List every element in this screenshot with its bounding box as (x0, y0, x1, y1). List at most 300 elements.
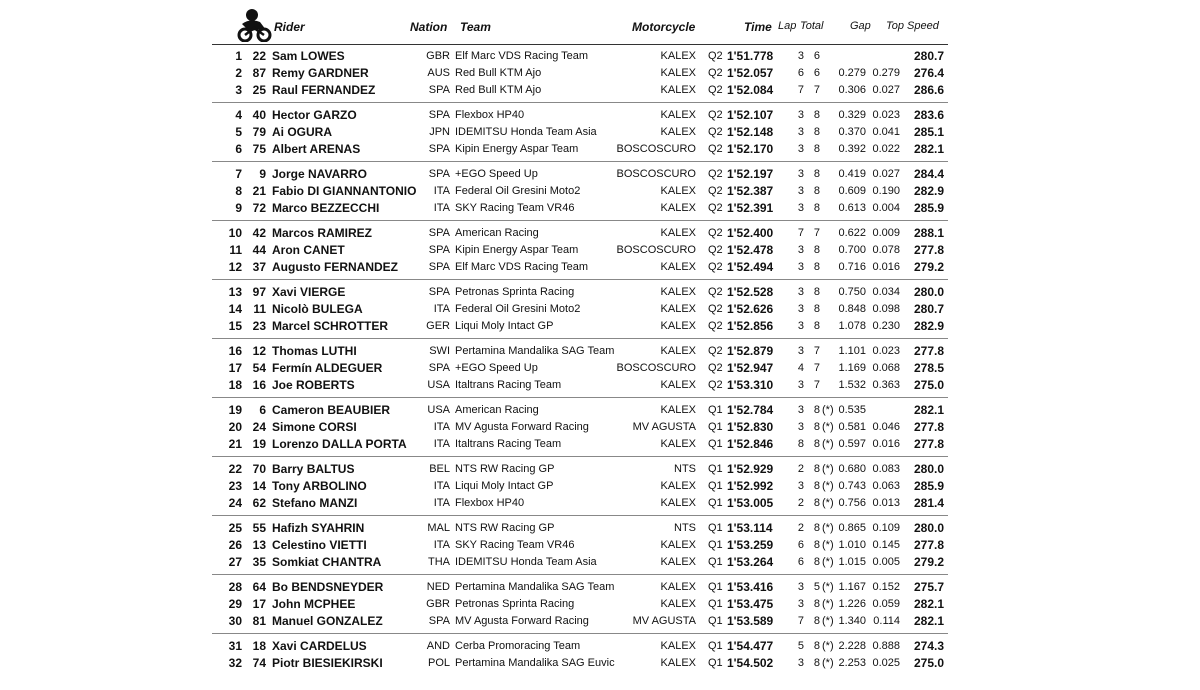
cell-gap1: 2.253 (838, 657, 866, 669)
cell-pos: 3 (235, 83, 242, 97)
cell-rider: Jorge NAVARRO (272, 167, 367, 181)
cell-num: 75 (252, 142, 266, 156)
cell-rider: Augusto FERNANDEZ (272, 260, 398, 274)
cell-total: 8 (813, 497, 820, 509)
cell-total: 8 (813, 522, 820, 534)
cell-time: 1'52.170 (727, 142, 774, 156)
cell-q: Q2 (708, 345, 723, 357)
cell-rider: Simone CORSI (272, 420, 357, 434)
cell-num: 97 (252, 285, 266, 299)
cell-total: 7 (813, 84, 820, 96)
cell-moto: BOSCOSCURO (616, 244, 696, 256)
cell-pos: 10 (228, 226, 242, 240)
cell-total: 8 (813, 168, 820, 180)
cell-moto: KALEX (660, 261, 696, 273)
cell-pos: 25 (228, 521, 242, 535)
cell-team: Elf Marc VDS Racing Team (455, 50, 589, 62)
cell-nation: SPA (428, 615, 450, 627)
cell-speed: 286.6 (913, 83, 944, 97)
cell-team: Flexbox HP40 (455, 497, 525, 509)
cell-total: 6 (813, 50, 820, 62)
cell-nation: ITA (433, 438, 450, 450)
cell-nation: SPA (428, 109, 450, 121)
cell-speed: 277.8 (913, 344, 944, 358)
cell-gap1: 1.015 (838, 556, 866, 568)
cell-total: 8 (813, 657, 820, 669)
cell-nation: GER (426, 320, 450, 332)
cell-gap1: 0.306 (838, 84, 866, 96)
cell-lap: 3 (797, 109, 804, 121)
table-row (212, 461, 948, 478)
cell-note: (*) (822, 615, 834, 627)
cell-gap2: 0.023 (872, 109, 900, 121)
cell-num: 54 (252, 361, 266, 375)
cell-speed: 282.9 (913, 184, 944, 198)
cell-q: Q1 (708, 497, 723, 509)
cell-moto: KALEX (660, 345, 696, 357)
header-top-speed: Top Speed (886, 20, 939, 32)
cell-note: (*) (822, 556, 834, 568)
cell-num: 14 (252, 479, 266, 493)
cell-pos: 9 (235, 201, 242, 215)
cell-num: 12 (252, 344, 266, 358)
cell-rider: Manuel GONZALEZ (272, 614, 383, 628)
cell-total: 8 (813, 320, 820, 332)
cell-total: 8 (813, 109, 820, 121)
cell-team: American Racing (455, 227, 539, 239)
cell-gap2: 0.046 (872, 421, 900, 433)
cell-moto: KALEX (660, 657, 696, 669)
cell-pos: 8 (235, 184, 242, 198)
cell-total: 8 (813, 556, 820, 568)
cell-time: 1'52.856 (727, 319, 774, 333)
cell-gap1: 0.865 (838, 522, 866, 534)
table-row (212, 613, 948, 630)
cell-q: Q2 (708, 84, 723, 96)
cell-rider: John MCPHEE (272, 597, 356, 611)
cell-speed: 280.7 (913, 302, 944, 316)
cell-q: Q2 (708, 109, 723, 121)
cell-q: Q2 (708, 227, 723, 239)
cell-lap: 3 (797, 657, 804, 669)
header-motorcycle: Motorcycle (632, 20, 696, 34)
cell-moto: KALEX (660, 556, 696, 568)
cell-q: Q1 (708, 640, 723, 652)
cell-nation: ITA (433, 480, 450, 492)
cell-q: Q2 (708, 67, 723, 79)
cell-note: (*) (822, 598, 834, 610)
cell-num: 81 (252, 614, 266, 628)
cell-rider: Hector GARZO (272, 108, 357, 122)
cell-moto: KALEX (660, 320, 696, 332)
cell-gap2: 0.013 (872, 497, 900, 509)
table-row (212, 638, 948, 655)
cell-gap1: 0.750 (838, 286, 866, 298)
cell-note: (*) (822, 640, 834, 652)
cell-gap2: 0.027 (872, 168, 900, 180)
cell-num: 13 (252, 538, 266, 552)
cell-speed: 282.1 (913, 597, 944, 611)
cell-moto: KALEX (660, 50, 696, 62)
cell-gap2: 0.025 (872, 657, 900, 669)
cell-time: 1'52.830 (727, 420, 774, 434)
cell-num: 72 (252, 201, 266, 215)
table-row (212, 478, 948, 495)
cell-team: NTS RW Racing GP (455, 522, 555, 534)
cell-num: 70 (252, 462, 266, 476)
cell-lap: 3 (797, 303, 804, 315)
cell-lap: 3 (797, 480, 804, 492)
cell-time: 1'52.107 (727, 108, 774, 122)
cell-rider: Barry BALTUS (272, 462, 355, 476)
cell-team: Flexbox HP40 (455, 109, 525, 121)
cell-moto: KALEX (660, 185, 696, 197)
cell-q: Q2 (708, 50, 723, 62)
cell-moto: NTS (674, 463, 696, 475)
cell-pos: 5 (235, 125, 242, 139)
header-team: Team (460, 20, 491, 34)
cell-rider: Hafizh SYAHRIN (272, 521, 365, 535)
cell-gap1: 0.700 (838, 244, 866, 256)
cell-rider: Thomas LUTHI (272, 344, 357, 358)
cell-lap: 5 (797, 640, 804, 652)
cell-note: (*) (822, 421, 834, 433)
cell-time: 1'52.784 (727, 403, 774, 417)
cell-gap2: 0.004 (872, 202, 900, 214)
cell-q: Q1 (708, 539, 723, 551)
cell-gap1: 0.370 (838, 126, 866, 138)
cell-note: (*) (822, 480, 834, 492)
cell-time: 1'53.005 (727, 496, 774, 510)
cell-nation: NED (426, 581, 450, 593)
cell-num: 40 (252, 108, 266, 122)
cell-speed: 279.2 (913, 260, 944, 274)
table-row (212, 242, 948, 259)
group-divider (212, 279, 948, 280)
cell-q: Q2 (708, 244, 723, 256)
cell-gap1: 0.609 (838, 185, 866, 197)
cell-time: 1'52.391 (727, 201, 774, 215)
table-row (212, 225, 948, 242)
cell-lap: 3 (797, 320, 804, 332)
cell-total: 7 (813, 345, 820, 357)
cell-q: Q1 (708, 556, 723, 568)
table-row (212, 301, 948, 318)
cell-lap: 3 (797, 581, 804, 593)
table-row (212, 655, 948, 672)
cell-gap2: 0.152 (872, 581, 900, 593)
cell-pos: 24 (228, 496, 242, 510)
cell-gap1: 0.597 (838, 438, 866, 450)
cell-team: Pertamina Mandalika SAG Euvic (455, 657, 615, 669)
cell-rider: Remy GARDNER (272, 66, 369, 80)
cell-team: American Racing (455, 404, 539, 416)
cell-total: 8 (813, 143, 820, 155)
cell-rider: Nicolò BULEGA (272, 302, 363, 316)
cell-pos: 31 (228, 639, 242, 653)
cell-team: SKY Racing Team VR46 (455, 539, 575, 551)
cell-q: Q2 (708, 185, 723, 197)
cell-lap: 2 (797, 522, 804, 534)
table-row (212, 65, 948, 82)
cell-moto: KALEX (660, 379, 696, 391)
cell-team: Pertamina Mandalika SAG Team (455, 581, 615, 593)
cell-team: Federal Oil Gresini Moto2 (455, 303, 581, 315)
cell-pos: 30 (228, 614, 242, 628)
cell-lap: 6 (797, 67, 804, 79)
cell-nation: SPA (428, 84, 450, 96)
cell-q: Q2 (708, 286, 723, 298)
cell-lap: 3 (797, 143, 804, 155)
cell-gap2: 0.005 (872, 556, 900, 568)
header-gap: Gap (850, 20, 871, 32)
cell-q: Q1 (708, 404, 723, 416)
cell-gap2: 0.059 (872, 598, 900, 610)
cell-pos: 23 (228, 479, 242, 493)
cell-gap1: 1.532 (838, 379, 866, 391)
cell-pos: 20 (228, 420, 242, 434)
cell-speed: 285.9 (913, 201, 944, 215)
cell-lap: 2 (797, 497, 804, 509)
cell-num: 79 (252, 125, 266, 139)
cell-gap2: 0.016 (872, 261, 900, 273)
cell-time: 1'52.846 (727, 437, 774, 451)
cell-q: Q2 (708, 202, 723, 214)
cell-num: 9 (259, 167, 266, 181)
cell-rider: Lorenzo DALLA PORTA (272, 437, 407, 451)
cell-pos: 22 (228, 462, 242, 476)
cell-gap1: 1.167 (838, 581, 866, 593)
cell-lap: 6 (797, 539, 804, 551)
table-row (212, 48, 948, 65)
cell-gap1: 0.756 (838, 497, 866, 509)
cell-total: 8 (813, 126, 820, 138)
cell-lap: 3 (797, 126, 804, 138)
cell-nation: GBR (426, 598, 450, 610)
cell-time: 1'53.114 (727, 521, 773, 535)
cell-pos: 29 (228, 597, 242, 611)
cell-team: Liqui Moly Intact GP (455, 480, 554, 492)
cell-rider: Piotr BIESIEKIRSKI (272, 656, 383, 670)
cell-pos: 14 (228, 302, 242, 316)
table-row (212, 107, 948, 124)
cell-speed: 274.3 (913, 639, 944, 653)
cell-lap: 4 (797, 362, 804, 374)
cell-speed: 275.0 (913, 378, 944, 392)
table-row (212, 183, 948, 200)
cell-gap2: 0.034 (872, 286, 900, 298)
cell-rider: Xavi VIERGE (272, 285, 346, 299)
cell-pos: 26 (228, 538, 242, 552)
cell-speed: 277.8 (913, 243, 944, 257)
cell-gap2: 0.063 (872, 480, 900, 492)
cell-moto: KALEX (660, 480, 696, 492)
cell-nation: USA (427, 404, 450, 416)
cell-gap1: 1.340 (838, 615, 866, 627)
cell-num: 87 (252, 66, 266, 80)
cell-team: Petronas Sprinta Racing (455, 286, 575, 298)
cell-speed: 282.1 (913, 403, 944, 417)
header-total: Total (800, 20, 824, 32)
cell-speed: 276.4 (913, 66, 944, 80)
cell-rider: Stefano MANZI (272, 496, 358, 510)
cell-moto: BOSCOSCURO (616, 362, 696, 374)
cell-lap: 8 (797, 438, 804, 450)
cell-gap1: 0.329 (838, 109, 866, 121)
cell-gap1: 0.613 (838, 202, 866, 214)
cell-moto: KALEX (660, 286, 696, 298)
cell-lap: 3 (797, 345, 804, 357)
cell-note: (*) (822, 539, 834, 551)
table-row (212, 495, 948, 512)
cell-nation: ITA (433, 202, 450, 214)
cell-team: MV Agusta Forward Racing (455, 421, 589, 433)
cell-gap2: 0.145 (872, 539, 900, 551)
cell-q: Q1 (708, 438, 723, 450)
cell-pos: 4 (235, 108, 242, 122)
cell-moto: MV AGUSTA (632, 421, 696, 433)
cell-gap2: 0.190 (872, 185, 900, 197)
cell-rider: Xavi CARDELUS (272, 639, 367, 653)
cell-gap2: 0.279 (872, 67, 900, 79)
cell-team: Red Bull KTM Ajo (455, 67, 542, 79)
cell-note: (*) (822, 404, 834, 416)
cell-rider: Celestino VIETTI (272, 538, 367, 552)
cell-note: (*) (822, 657, 834, 669)
cell-nation: SPA (428, 362, 450, 374)
cell-speed: 285.9 (913, 479, 944, 493)
cell-pos: 2 (235, 66, 242, 80)
table-row (212, 537, 948, 554)
cell-time: 1'53.264 (727, 555, 774, 569)
header-rider: Rider (274, 20, 305, 34)
cell-total: 8 (813, 640, 820, 652)
cell-pos: 6 (235, 142, 242, 156)
cell-team: Federal Oil Gresini Moto2 (455, 185, 581, 197)
table-row (212, 520, 948, 537)
cell-gap2: 0.041 (872, 126, 900, 138)
cell-moto: KALEX (660, 640, 696, 652)
cell-time: 1'52.947 (727, 361, 774, 375)
cell-pos: 27 (228, 555, 242, 569)
cell-gap2: 0.114 (873, 615, 900, 627)
cell-team: Kipin Energy Aspar Team (455, 143, 579, 155)
cell-lap: 3 (797, 261, 804, 273)
cell-nation: SPA (428, 286, 450, 298)
cell-lap: 7 (797, 615, 804, 627)
cell-moto: BOSCOSCURO (616, 168, 696, 180)
cell-gap1: 1.169 (838, 362, 866, 374)
cell-total: 7 (813, 227, 820, 239)
cell-team: Cerba Promoracing Team (455, 640, 581, 652)
cell-time: 1'53.589 (727, 614, 774, 628)
cell-num: 62 (252, 496, 266, 510)
cell-gap1: 1.078 (838, 320, 866, 332)
cell-q: Q2 (708, 379, 723, 391)
cell-note: (*) (822, 463, 834, 475)
cell-rider: Aron CANET (272, 243, 345, 257)
cell-speed: 280.0 (913, 462, 944, 476)
cell-gap2: 0.230 (872, 320, 900, 332)
table-row (212, 284, 948, 301)
cell-speed: 283.6 (913, 108, 944, 122)
cell-pos: 32 (228, 656, 242, 670)
cell-team: Italtrans Racing Team (455, 438, 562, 450)
group-divider (212, 574, 948, 575)
cell-nation: GBR (426, 50, 450, 62)
cell-time: 1'52.528 (727, 285, 774, 299)
cell-total: 6 (813, 67, 820, 79)
cell-num: 6 (259, 403, 266, 417)
cell-speed: 284.4 (913, 167, 944, 181)
cell-rider: Joe ROBERTS (272, 378, 355, 392)
cell-pos: 28 (228, 580, 242, 594)
cell-time: 1'52.400 (727, 226, 774, 240)
cell-q: Q1 (708, 480, 723, 492)
cell-total: 8 (813, 598, 820, 610)
cell-gap1: 0.622 (838, 227, 866, 239)
cell-moto: KALEX (660, 303, 696, 315)
cell-pos: 11 (229, 243, 242, 257)
cell-moto: KALEX (660, 581, 696, 593)
cell-gap1: 0.848 (838, 303, 866, 315)
cell-nation: SPA (428, 168, 450, 180)
cell-rider: Raul FERNANDEZ (272, 83, 376, 97)
cell-q: Q1 (708, 522, 723, 534)
header-nation: Nation (410, 20, 448, 34)
cell-nation: THA (428, 556, 450, 568)
cell-gap1: 2.228 (838, 640, 866, 652)
table-row (212, 141, 948, 158)
cell-time: 1'52.992 (727, 479, 774, 493)
cell-nation: ITA (433, 539, 450, 551)
cell-total: 8 (813, 539, 820, 551)
cell-time: 1'52.478 (727, 243, 774, 257)
cell-speed: 275.7 (913, 580, 944, 594)
cell-moto: KALEX (660, 84, 696, 96)
cell-nation: JPN (429, 126, 450, 138)
cell-num: 11 (253, 302, 266, 316)
cell-time: 1'52.929 (727, 462, 774, 476)
cell-lap: 2 (797, 463, 804, 475)
cell-team: Red Bull KTM Ajo (455, 84, 542, 96)
cell-num: 42 (252, 226, 266, 240)
table-row (212, 436, 948, 453)
cell-pos: 12 (228, 260, 242, 274)
table-row (212, 259, 948, 276)
cell-team: Liqui Moly Intact GP (455, 320, 554, 332)
cell-lap: 7 (797, 84, 804, 96)
cell-pos: 13 (228, 285, 242, 299)
cell-gap1: 1.226 (838, 598, 866, 610)
cell-time: 1'53.259 (727, 538, 774, 552)
cell-q: Q1 (708, 657, 723, 669)
cell-time: 1'53.310 (727, 378, 774, 392)
cell-gap1: 0.419 (838, 168, 866, 180)
table-row (212, 419, 948, 436)
cell-speed: 281.4 (913, 496, 944, 510)
cell-total: 8 (813, 421, 820, 433)
cell-moto: KALEX (660, 109, 696, 121)
table-row (212, 377, 948, 394)
group-divider (212, 397, 948, 398)
cell-total: 5 (813, 581, 820, 593)
header-time: Time (744, 20, 772, 34)
cell-speed: 277.8 (913, 437, 944, 451)
cell-moto: KALEX (660, 126, 696, 138)
cell-gap1: 1.101 (838, 345, 866, 357)
cell-time: 1'53.416 (727, 580, 774, 594)
